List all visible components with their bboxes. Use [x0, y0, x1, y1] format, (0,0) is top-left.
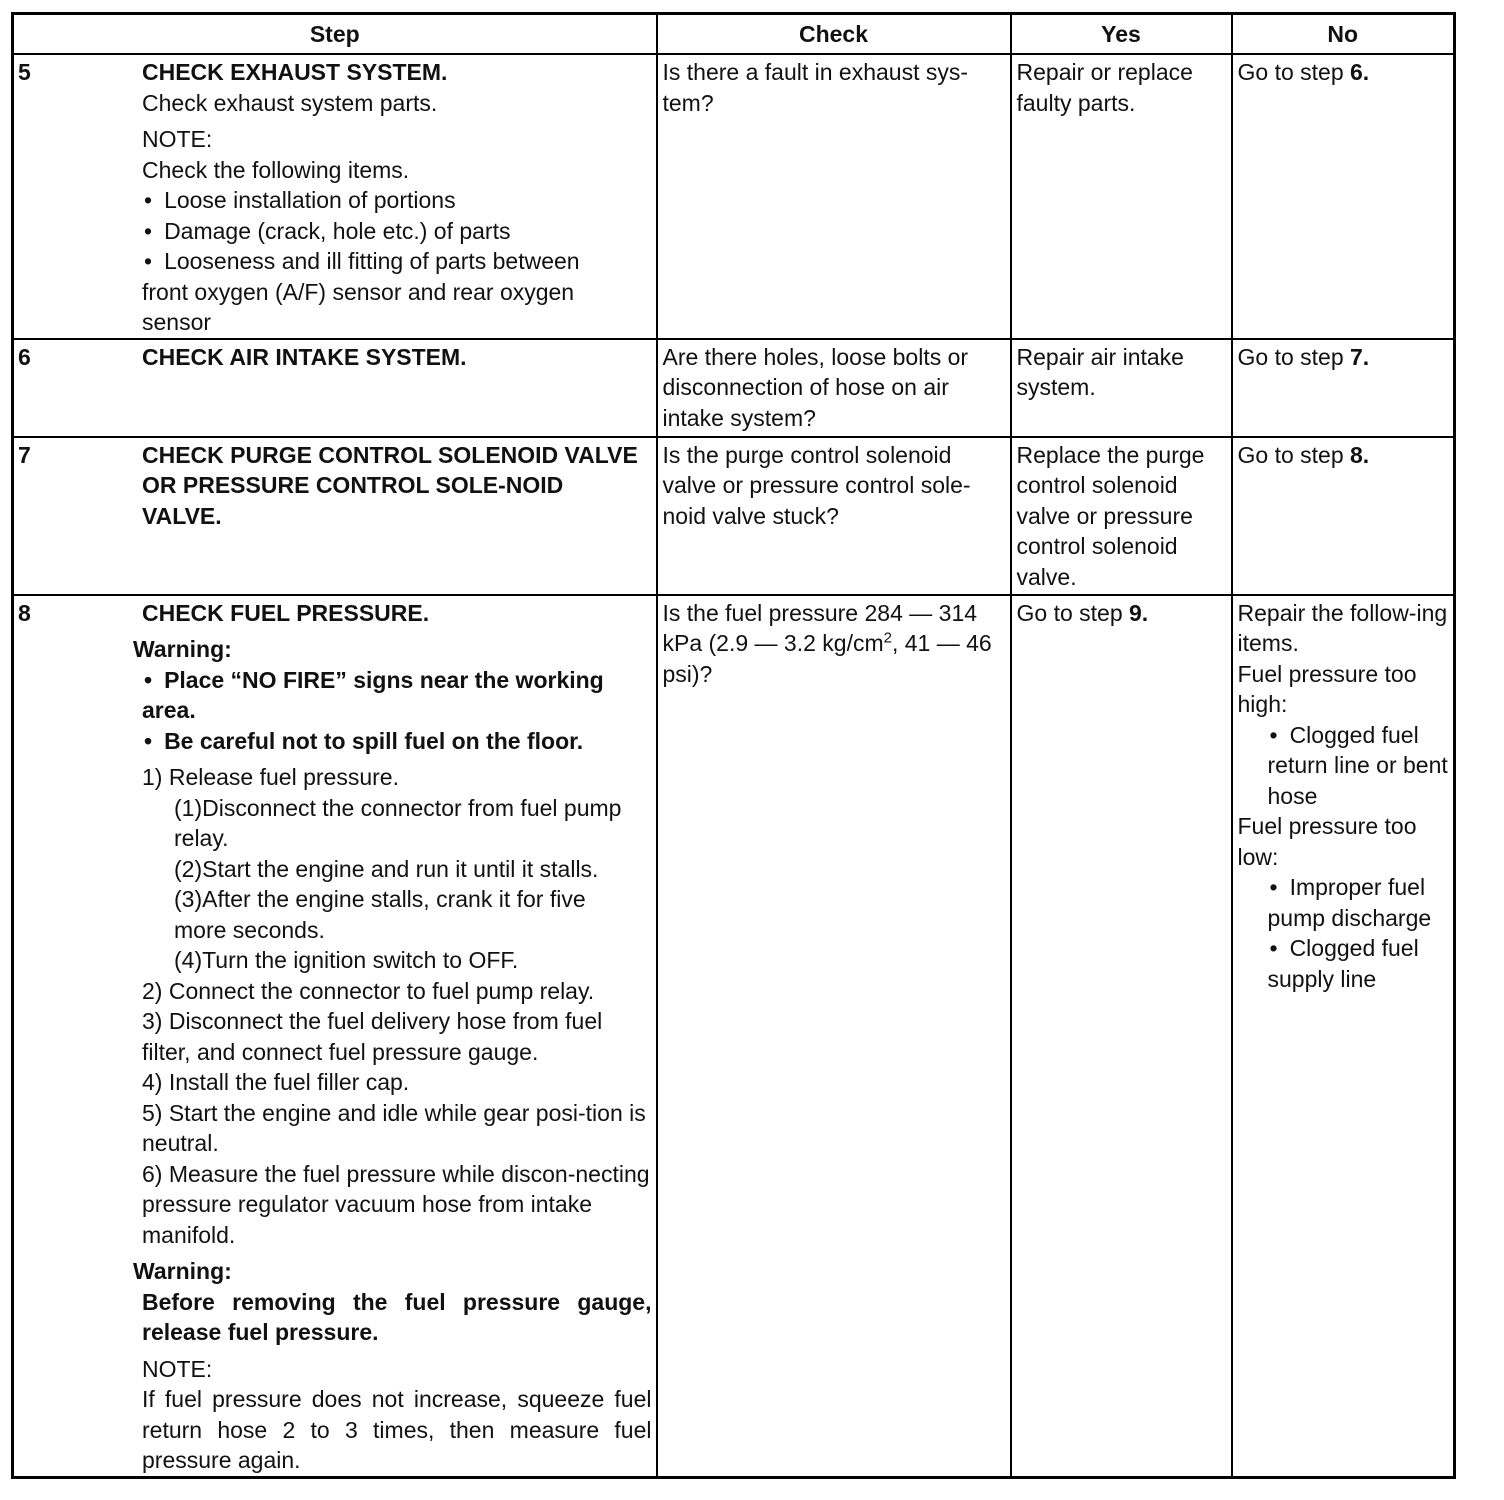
note-label: NOTE: [142, 1355, 213, 1382]
procedure-substep: (1)Disconnect the connector from fuel pump relay. [174, 794, 622, 851]
step-cell [13, 339, 657, 437]
note-intro: Check the following items. [142, 156, 410, 183]
step-cell [13, 595, 657, 1478]
no-cell [1232, 595, 1455, 1478]
header-no: No [1232, 14, 1455, 55]
yes-text: Replace the purge control solenoid valve or pressure control solenoid valve. [1016, 441, 1205, 590]
yes-step-link: 9. [1129, 599, 1149, 626]
procedure-substep: (2)Start the engine and run it until it stalls. [174, 855, 599, 882]
check-text [658, 596, 1010, 690]
procedure-substep: (3)After the engine stalls, crank it for five more seconds. [174, 886, 586, 943]
diagnostic-table [11, 12, 1456, 1479]
header-check: Check [657, 14, 1011, 55]
procedure-substep: (4)Turn the ignition switch to OFF. [174, 947, 519, 973]
note-bullet: • Looseness and ill fitting of parts between [142, 246, 652, 277]
yes-text: Repair or replace faulty parts. [1016, 59, 1193, 116]
procedure-step: 5) Start the engine and idle while gear posi-tion is neutral. [142, 1099, 646, 1156]
step-instruction: Check exhaust system parts. [142, 89, 438, 116]
step-title: CHECK AIR INTAKE SYSTEM. [142, 343, 467, 370]
warning-text: Before removing the fuel pressure gauge, release fuel pressure. [142, 1288, 652, 1345]
no-cause-item: • Clogged fuel supply line [1238, 933, 1450, 994]
note-text: If fuel pressure does not increase, squeeze fuel return hose 2 to 3 times, then measure fuel pressure again. [142, 1386, 652, 1473]
yes-cell [1011, 595, 1232, 1478]
no-cell [1232, 54, 1455, 339]
check-text-main: Is the fuel pressure 284 — 314 kPa (2.9 — 3.2 kg/cm [662, 599, 978, 656]
yes-cell [1011, 54, 1232, 339]
procedure-step: 3) Disconnect the fuel delivery hose from fuel filter, and connect fuel pressure gauge. [142, 1008, 603, 1065]
table-row [13, 437, 1455, 595]
no-intro: Repair the follow-ing items. [1237, 599, 1448, 656]
yes-text: Go to step [1016, 599, 1130, 626]
table-row [13, 595, 1455, 1478]
check-cell [657, 437, 1011, 595]
step-cell [13, 54, 657, 339]
warning-label: Warning: [133, 1258, 232, 1284]
warning-bullet: • Be careful not to spill fuel on the floor. [142, 726, 652, 757]
yes-cell [1011, 339, 1232, 437]
no-step-link: 7. [1350, 343, 1370, 370]
step-number: 8 [18, 599, 31, 626]
yes-cell [1011, 437, 1232, 595]
check-cell [657, 339, 1011, 437]
step-title: CHECK EXHAUST SYSTEM. [142, 59, 448, 85]
check-cell [657, 595, 1011, 1478]
procedure-step: 2) Connect the connector to fuel pump relay. [142, 977, 595, 1004]
no-cell [1232, 339, 1455, 437]
check-text: Is the purge control solenoid valve or pressure control sole-noid valve stuck? [662, 441, 971, 529]
no-text: Go to step [1237, 343, 1351, 370]
step-title: CHECK FUEL PRESSURE. [142, 599, 430, 626]
check-text-end: , 41 — 46 psi)? [662, 630, 992, 687]
no-condition-low: Fuel pressure too low: [1237, 813, 1417, 870]
note-bullet: • Damage (crack, hole etc.) of parts [142, 216, 652, 247]
no-cause-item: • Clogged fuel return line or bent hose [1238, 720, 1450, 812]
note-bullet-continuation: front oxygen (A/F) sensor and rear oxygen sensor [142, 278, 575, 335]
header-row [13, 14, 1455, 55]
procedure-step: 6) Measure the fuel pressure while discon-necting pressure regulator vacuum hose from intake manifold. [142, 1160, 650, 1248]
header-yes: Yes [1011, 14, 1232, 55]
step-cell [13, 437, 657, 595]
no-step-link: 8. [1350, 441, 1370, 468]
note-label: NOTE: [142, 126, 213, 152]
table-row [13, 54, 1455, 339]
check-text: Are there holes, loose bolts or disconnection of hose on air intake system? [662, 343, 969, 431]
step-number: 6 [18, 343, 31, 370]
step-number: 7 [18, 441, 31, 468]
check-text-superscript: 2 [883, 629, 892, 647]
procedure-step: 4) Install the fuel filler cap. [142, 1069, 410, 1095]
no-step-link: 6. [1350, 59, 1370, 85]
no-condition-high: Fuel pressure too high: [1237, 660, 1417, 717]
no-text: Go to step [1237, 59, 1351, 85]
step-number: 5 [18, 59, 31, 85]
no-text: Go to step [1237, 441, 1351, 468]
check-text: Is there a fault in exhaust sys-tem? [662, 59, 969, 116]
step-title: CHECK PURGE CONTROL SOLENOID VALVE OR PRESSURE CONTROL SOLE-NOID VALVE. [142, 441, 638, 529]
table-row [13, 339, 1455, 437]
procedure-step: 1) Release fuel pressure. [142, 764, 399, 790]
warning-bullet: • Place “NO FIRE” signs near the working area. [142, 665, 652, 726]
header-step: Step [13, 14, 657, 55]
warning-label: Warning: [133, 636, 232, 662]
no-cause-item: • Improper fuel pump discharge [1238, 872, 1450, 933]
note-bullet: • Loose installation of portions [142, 185, 652, 216]
no-cell [1232, 437, 1455, 595]
check-cell [657, 54, 1011, 339]
yes-text: Repair air intake system. [1016, 343, 1184, 400]
